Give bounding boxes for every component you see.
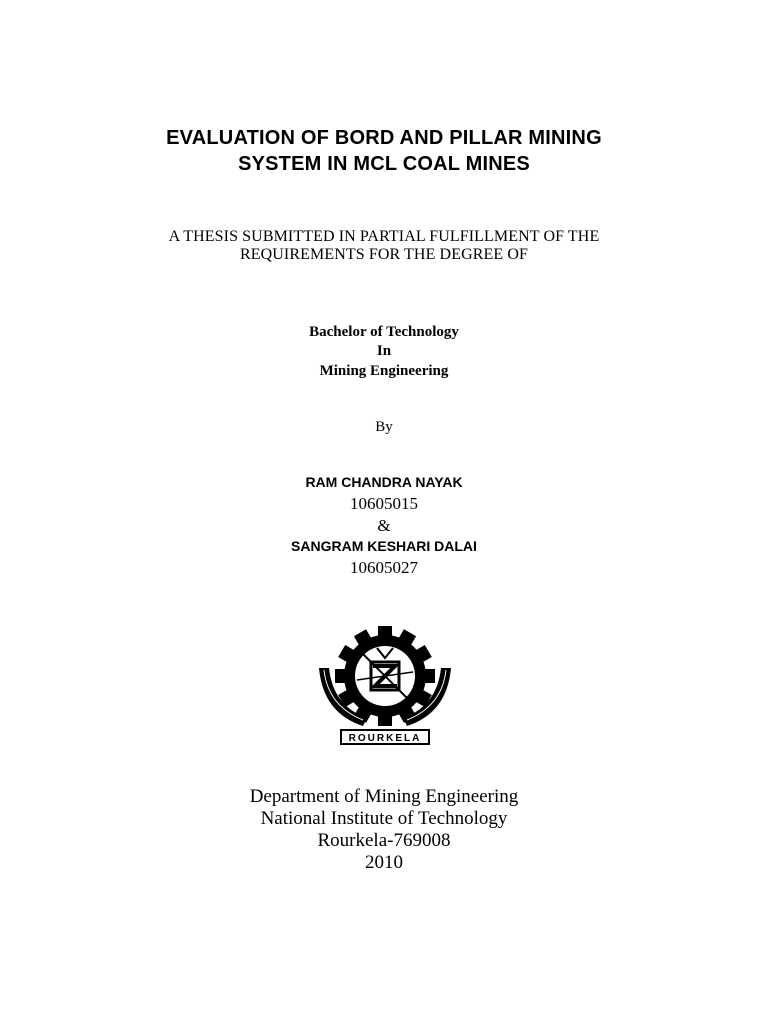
degree-in: In	[376, 343, 392, 359]
degree-name: Bachelor of Technology	[309, 324, 459, 340]
ampersand: &	[377, 516, 391, 535]
author-2-name: SANGRAM KESHARI DALAI	[291, 538, 477, 554]
thesis-title-line-2: SYSTEM IN MCL COAL MINES	[238, 153, 530, 175]
emblem-plate-text: ROURKELA	[348, 733, 422, 744]
author-1-name: RAM CHANDRA NAYAK	[305, 474, 463, 490]
author-2-roll: 10605027	[350, 558, 418, 577]
author-1-roll: 10605015	[350, 494, 418, 513]
submission-statement-line-1: A THESIS SUBMITTED IN PARTIAL FULFILLMENT OF THE	[168, 228, 600, 245]
institute-address: Rourkela-769008	[317, 830, 451, 851]
department-name: Department of Mining Engineering	[249, 786, 519, 807]
thesis-title-line-1: EVALUATION OF BORD AND PILLAR MINING	[166, 127, 602, 149]
institute-name: National Institute of Technology	[260, 808, 508, 829]
submission-year: 2010	[365, 852, 403, 873]
nit-rourkela-emblem-icon	[305, 618, 465, 748]
by-label: By	[375, 419, 393, 435]
degree-branch: Mining Engineering	[319, 363, 449, 379]
submission-statement-line-2: REQUIREMENTS FOR THE DEGREE OF	[239, 246, 529, 263]
